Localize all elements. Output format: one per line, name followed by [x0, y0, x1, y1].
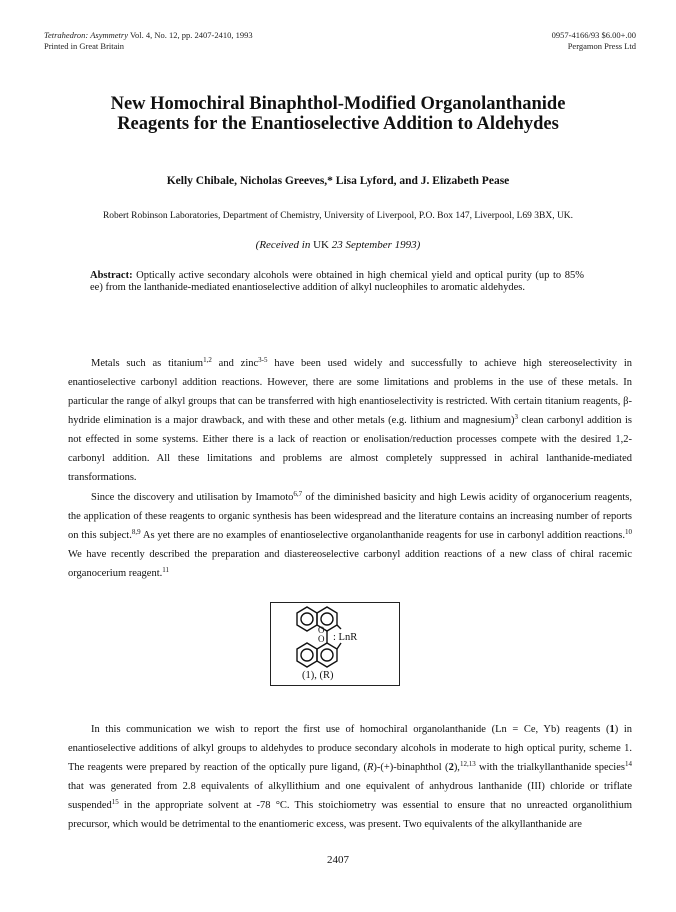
p3-text-f: that was generated from 2.8 equivalents of alkyllithium and one equivalent of anhydrous lanthanide (III) chloride or triflate suspended — [68, 781, 632, 811]
received-country: UK — [313, 239, 329, 251]
chemical-structure-figure — [270, 602, 400, 686]
ref-citation: 14 — [624, 760, 632, 768]
ref-citation: 11 — [162, 566, 170, 574]
upper-ring-a — [297, 607, 317, 631]
publisher: Pergamon Press Ltd — [567, 41, 636, 51]
affiliation: Robert Robinson Laboratories, Department of Chemistry, University of Liverpool, P.O. Box 147, Liverpool, L69 3BX, UK. — [102, 211, 574, 221]
ref-citation: 8,9 — [131, 528, 141, 536]
p2-text-c: As yet there are no examples of enantioselective organolanthanide reagents for use in carbonyl addition reactions. — [140, 530, 625, 541]
p3-text-d: ), — [453, 762, 460, 773]
p3-text-g: in the appropriate solvent at -78 °C. This stoichiometry was essential to ensure that no unreacted organolithium precursor, which would be detrimental to the enantiomeric excess, was present. Two equivalents of the alkyllanthanide are — [68, 800, 632, 830]
p3-text-c: )-(+)-binaphthol ( — [373, 762, 449, 773]
title-line-1: New Homochiral Binaphthol-Modified Organolanthanide — [110, 94, 566, 114]
article-title — [40, 94, 636, 134]
oxygen-labels — [318, 626, 325, 644]
p1-text-a: Metals such as titanium — [91, 358, 204, 369]
ref-citation: 1,2 — [203, 356, 212, 364]
p1-text-d: clean carbonyl addition is not effected in some systems. Either there is a lack of reaction or enolisation/reduction processes compete with the desired 1,2-carbonyl addition. All these limitations and problems are almost completely suppressed in achiral lanthanide-mediated transformations. — [68, 415, 632, 483]
ref-citation: 12,13 — [459, 760, 476, 768]
printed-note: Printed in Great Britain — [44, 41, 125, 51]
title-line-2: Reagents for the Enantioselective Addition to Aldehydes — [117, 114, 559, 134]
received-open: (Received in — [255, 239, 314, 251]
paragraph-3 — [68, 720, 632, 834]
journal-name: Tetrahedron: Asymmetry — [44, 30, 128, 40]
oxygen-top: O — [318, 625, 325, 635]
lnr-label: LnR — [338, 632, 358, 643]
ref-citation: 3-5 — [258, 356, 268, 364]
page-number: 2407 — [327, 854, 349, 866]
ref-citation: 10 — [625, 528, 632, 536]
running-header-left — [44, 30, 253, 52]
ref-citation: 3 — [514, 413, 518, 421]
p1-text-c: have been used widely and successfully to achieve high stereoselectivity in enantioselective carbonyl addition reactions. However, there are some limitations and problems in the use of these metals. In particular the range of alkyl groups that can be transferred with high enantioselectivity is restricted. With certain titanium reagents, β-hydride elimination is a major drawback, and with these and other metals (e.g. lithium and magnesium) — [68, 358, 632, 426]
metal-ligand-label: : LnR — [333, 632, 358, 643]
p3-text-b: ) in enantioselective additions of alkyl groups to aldehydes to produce secondary alcohols in moderate to high optical purity, scheme 1. The reagents were prepared by reaction of the optically pure ligand, ( — [68, 724, 632, 773]
received-date-text: 23 September 1993) — [328, 239, 421, 251]
binaphthol-structure-drawing — [271, 603, 399, 685]
stereo-descriptor: R — [366, 762, 374, 773]
ref-citation: 6,7 — [293, 490, 303, 498]
paragraph-2 — [68, 488, 632, 583]
abstract-text: Optically active secondary alcohols were obtained in high chemical yield and optical purity (up to 85% ee) from the lanthanide-mediated enantioselective addition of alkyl nucleophiles to aromatic aldehydes. — [90, 270, 584, 293]
p3-text-e: with the trialkyllanthanide species — [475, 762, 625, 773]
compound-number: 2 — [448, 762, 454, 773]
issn-price: 0957-4166/93 $6.00+.00 — [551, 30, 636, 40]
p1-text-b: and zinc — [211, 358, 259, 369]
paragraph-1 — [68, 354, 632, 487]
ref-citation: 15 — [111, 798, 119, 806]
running-header-right — [552, 30, 636, 52]
p2-text-a: Since the discovery and utilisation by Imamoto — [91, 492, 294, 503]
p2-text-b: of the diminished basicity and high Lewis acidity of organocerium reagents, the application of these reagents to organic synthesis has been widespread and the literature contains an increasing number of reports on this subject. — [68, 492, 632, 541]
structure-caption: (1), (R) — [302, 670, 334, 681]
p2-text-d: We have recently described the preparation and diastereoselective carbonyl addition reactions of a new class of chiral racemic organocerium reagent. — [68, 549, 632, 579]
compound-number: 1 — [609, 724, 615, 735]
lower-ring-b — [297, 643, 317, 667]
received-date — [40, 239, 636, 251]
abstract-label: Abstract: — [90, 270, 133, 281]
abstract — [90, 270, 584, 293]
oxygen-bottom: O — [318, 634, 325, 644]
p3-text-a: In this communication we wish to report the first use of homochiral organolanthanide (Ln = Ce, Yb) reagents ( — [91, 724, 610, 735]
journal-citation: Vol. 4, No. 12, pp. 2407-2410, 1993 — [127, 30, 253, 40]
lower-ring-a — [317, 643, 337, 667]
author-list: Kelly Chibale, Nicholas Greeves,* Lisa Lyford, and J. Elizabeth Pease — [166, 175, 510, 187]
